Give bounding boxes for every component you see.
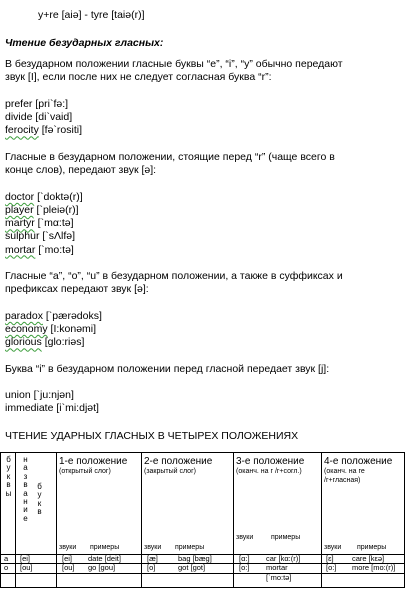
row-a-p3-sound: [α:]	[239, 554, 250, 563]
position-2-zvuki: звуки	[144, 544, 162, 551]
position-3-primery: примеры	[271, 534, 301, 541]
row-o-p3-example: mortar	[266, 563, 288, 572]
position-4-subtitle-2: /г+гласная)	[324, 477, 361, 484]
row-a-letter: a	[4, 554, 9, 563]
paragraph-2-line-1: Гласные в безударном положении, стоящие перед “r” (чаще всего в	[5, 151, 335, 163]
row-a-p3-example: car [kα:(r)]	[266, 554, 301, 563]
top-line: y+re [aiə] - tyre [taiə(r)]	[38, 9, 145, 21]
row-o-p4-sound: [o:]	[326, 563, 337, 572]
position-3-subtitle: (оканч. на г /г+согл.)	[236, 468, 302, 475]
row-o-letter: o	[4, 563, 9, 572]
paragraph-1	[5, 58, 401, 84]
table-divider	[141, 453, 142, 587]
position-2-primery: примеры	[175, 544, 205, 551]
vowel-table	[0, 452, 405, 588]
example-list-4	[5, 389, 401, 415]
example-item: union [`ju:njən]	[5, 389, 74, 401]
table-divider	[321, 453, 322, 587]
row-a-p1-sound: [ei]	[62, 554, 73, 563]
row-a-p2-sound: [æ]	[147, 554, 158, 563]
example-item: martyr [`mα:tə]	[5, 217, 74, 230]
column-header-bukv: б у к в	[37, 482, 42, 517]
paragraph-2-line-2: конце слов), передают звук [ə]:	[5, 164, 157, 177]
paragraph-2	[5, 151, 401, 177]
position-1-title: 1-е положение	[59, 456, 128, 467]
position-3-zvuki: звуки	[236, 534, 254, 541]
position-1-zvuki: звуки	[59, 544, 77, 551]
row-a-p2-example: bag [bæg]	[178, 554, 212, 563]
table-divider	[15, 453, 16, 587]
example-list-2	[5, 191, 401, 257]
example-item: divide [di`vaid]	[5, 111, 73, 124]
table-divider	[1, 573, 404, 574]
row-a-p4-example: care [kεə]	[352, 554, 385, 563]
position-4-title: 4-е положение	[324, 456, 393, 467]
position-1-subtitle: (открытый слог)	[59, 468, 111, 475]
example-item: paradox [`pærədoks]	[5, 310, 102, 322]
example-list-3	[5, 310, 401, 349]
position-3-title: 3-е положение	[236, 456, 305, 467]
row-o-p2-example: got [got]	[178, 563, 206, 572]
column-header-bukvy: б у к в ы	[5, 455, 12, 498]
position-2-subtitle: (закрытый слог)	[144, 468, 196, 475]
row-o-p1-sound: [ou]	[62, 563, 75, 572]
paragraph-1-line-1: В безударном положении гласные буквы “e”, “i”, “y” обычно передают	[5, 58, 343, 70]
example-list-1	[5, 98, 401, 137]
paragraph-3	[5, 270, 401, 296]
paragraph-3-line-2: префиксах передают звук [ə]:	[5, 283, 149, 296]
position-1-primery: примеры	[90, 544, 120, 551]
row-o-p2-sound: [o]	[147, 563, 156, 572]
position-4-zvuki: звуки	[324, 544, 342, 551]
section-heading: Чтение безударных гласных:	[5, 37, 164, 49]
example-item: glorious [glo:riəs]	[5, 336, 85, 349]
row-a-p4-sound: [ɛ]	[326, 554, 334, 563]
position-4-primery: примеры	[357, 544, 387, 551]
example-item: ferocity [fə`rositi]	[5, 124, 83, 137]
table-divider	[56, 453, 57, 587]
row-a-p1-example: date [deit]	[88, 554, 121, 563]
row-o-p4-example: more [mo:(r)]	[352, 563, 396, 572]
row-o-p1-example: go [gou]	[88, 563, 116, 572]
example-item: prefer [pri`fə:]	[5, 98, 69, 110]
row-o-name: [ou]	[20, 563, 33, 572]
table-divider	[233, 453, 234, 587]
example-item: economy [I:konəmi]	[5, 323, 97, 336]
position-4-subtitle: (оканч. на ге	[324, 468, 365, 475]
paragraph-1-line-2: звук [I], если после них не следует согласная буква “r”:	[5, 71, 272, 84]
row-o-p3-example-2: [`mo:tə]	[266, 573, 292, 582]
column-header-nazvanie: н а з в а н и е	[23, 455, 28, 523]
row-a-name: [ei]	[20, 554, 31, 563]
example-item: immediate [i`mi:djət]	[5, 402, 99, 415]
table-heading: ЧТЕНИЕ УДАРНЫХ ГЛАСНЫХ В ЧЕТЫРЕХ ПОЛОЖЕНИЯХ	[5, 430, 299, 442]
row-o-p3-sound: [o:]	[239, 563, 250, 572]
example-item: player [`pleiə(r)]	[5, 204, 79, 217]
example-item: sulphur [`sΛlfə]	[5, 230, 76, 243]
example-item: doctor [`doktə(r)]	[5, 191, 83, 203]
example-item: mortar [`mo:tə]	[5, 243, 74, 256]
paragraph-3-line-1: Гласные “a”, “o”, “u” в безударном положении, а также в суффиксах и	[5, 270, 343, 282]
paragraph-4: Буква “i” в безударном положении перед гласной передает звук [j]:	[5, 363, 330, 375]
position-2-title: 2-е положение	[144, 456, 213, 467]
